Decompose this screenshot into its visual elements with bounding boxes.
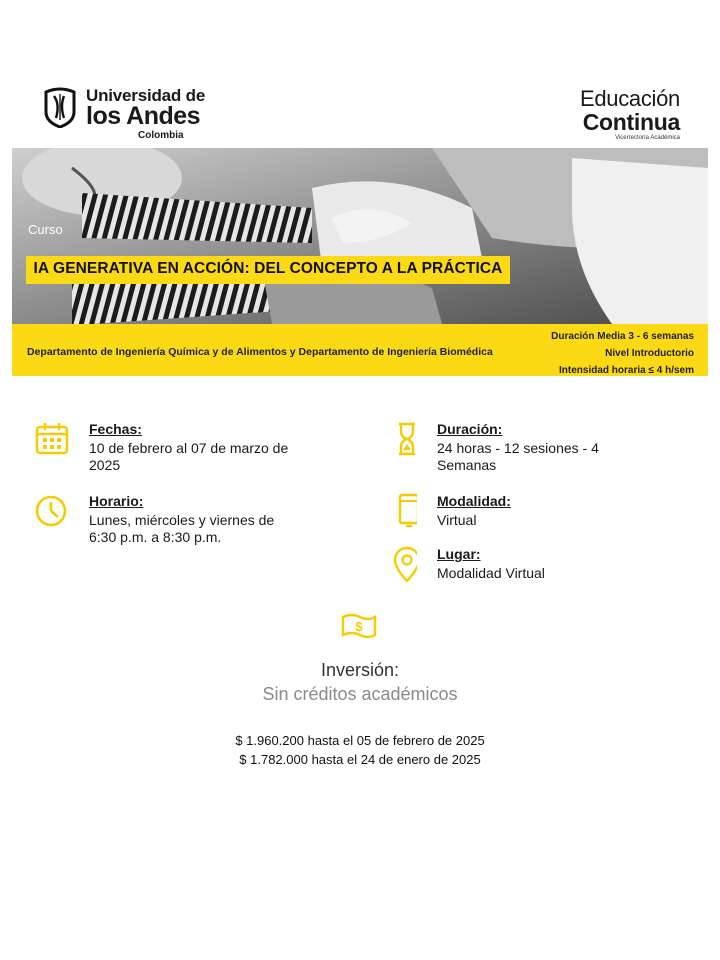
modalidad-value: Virtual [437, 512, 477, 528]
duracion-value: 24 horas - 12 sesiones - 4 Semanas [437, 440, 599, 473]
lugar-value: Modalidad Virtual [437, 565, 545, 581]
inversion-subtitle: Sin créditos académicos [262, 684, 458, 704]
info-modalidad [383, 493, 683, 533]
hourglass-icon [383, 421, 417, 457]
nivel: Nivel Introductorio [605, 348, 694, 359]
price-line: $ 1.960.200 hasta el 05 de febrero de 2025 [235, 733, 485, 748]
duracion-media: Duración Media 3 - 6 semanas [551, 331, 694, 342]
info-duracion [383, 421, 683, 481]
banner-hands-photo [12, 148, 708, 324]
banner-title-bar [26, 256, 510, 284]
uandes-line1: Universidad de [86, 86, 206, 105]
edu-line2: Continua [582, 109, 680, 135]
inversion-title: Inversión: [320, 660, 400, 680]
info-lugar [383, 546, 683, 586]
banner-course-label: Curso [28, 222, 63, 237]
intensidad: Intensidad horaria ≤ 4 h/sem [559, 365, 694, 376]
calendar-icon [35, 421, 69, 457]
uandes-seal-icon [42, 86, 78, 128]
info-fechas [35, 421, 335, 481]
uandes-line2: los Andes [86, 102, 201, 130]
info-horario [35, 493, 335, 553]
lugar-label: Lugar: [437, 546, 481, 562]
fechas-label: Fechas: [89, 421, 142, 437]
uandes-line3: Colombia [138, 130, 184, 141]
course-title: IA GENERATIVA EN ACCIÓN: DEL CONCEPTO A LA PRÁCTICA [33, 260, 503, 277]
device-icon [383, 493, 417, 529]
uandes-logo [42, 86, 212, 142]
edu-line1: Educación [579, 86, 680, 111]
educacion-continua-logo [550, 88, 680, 144]
location-pin-icon [383, 546, 417, 582]
department-text: Departamento de Ingeniería Química y de Alimentos y Departamento de Ingeniería Biomédica [27, 346, 493, 358]
course-banner [12, 148, 708, 376]
money-icon [340, 612, 378, 640]
price-line: $ 1.782.000 hasta el 24 de enero de 2025 [239, 752, 481, 767]
horario-label: Horario: [89, 493, 144, 509]
modalidad-label: Modalidad: [437, 493, 511, 509]
fechas-value: 10 de febrero al 07 de marzo de 2025 [89, 440, 289, 473]
svg-text:$: $ [355, 619, 363, 634]
clock-icon [35, 493, 69, 529]
course-meta [551, 328, 694, 376]
horario-value: Lunes, miércoles y viernes de 6:30 p.m. a 8:30 p.m. [89, 512, 275, 545]
duracion-label: Duración: [437, 421, 503, 437]
banner-info-bar [12, 324, 708, 376]
edu-line3: Vicerrectoría Académica [615, 135, 680, 141]
